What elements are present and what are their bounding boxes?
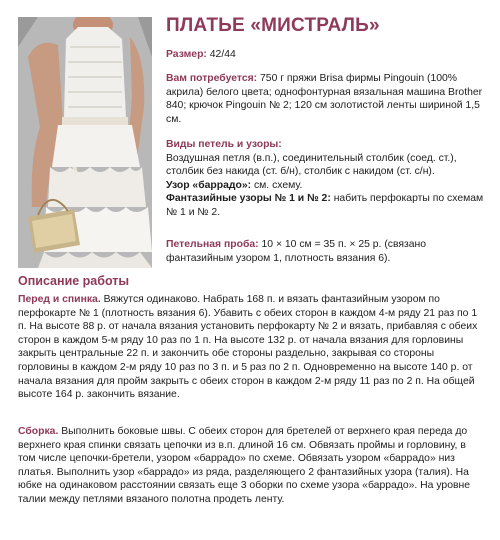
gauge-block: [166, 238, 484, 265]
materials-text: 750 г пряжи Brisa фирмы Pingouin (100% акрила) белого цвета; однофонтурная вязальная машина Brother 840; крючок Pingouin № 2; 120 см золотистой ленты шириной 1,5 см.: [166, 73, 483, 125]
assembly-block: [18, 425, 484, 507]
front-back-text: Вяжутся одинаково. Набрать 168 п. и вязать фантазийным узором по перфокарте № 1 (плотность вязания 6). Убавить с обеих сторон в каждом 4-м ряду 21 раз по 1 п. На высоте 88 р. от начала вязания установить перфокарту № 2 и вязать, прибавляя с обеих сторон в каждом 5-м ряду 10 раз по 1 п. На высоте 132 р. от начала вязания для горловины закрыть центральные 22 п. и закончить обе стороны раздельно, закрывая со стороны горловины в каждом 2-м ряду 10 раз по 3 п. и 5 раз по 2 п. Одновременно на высоте 140 р. от начала вязания для пройм закрыть с обеих сторон в каждом 2-м ряду 11 раз по 2 п. На общей высоте 164 р. закончить вязание.: [18, 294, 478, 401]
materials-block: [166, 72, 484, 126]
barrado-text: см. схему.: [253, 179, 303, 191]
fancy-text: набить перфокарты по схемам № 1 и № 2.: [166, 193, 484, 218]
barrado-label: Узор «баррадо»:: [166, 179, 252, 191]
front-back-block: [18, 293, 484, 402]
stitches-text: Воздушная петля (в.п.), соединительный столбик (соед. ст.), столбик без накида (ст. б/н), столбик с накидом (ст. с/н).: [166, 152, 457, 178]
page-title: ПЛАТЬЕ «МИСТРАЛЬ»: [166, 15, 380, 36]
size-line: [166, 48, 484, 62]
size-value: 42/44: [209, 49, 236, 60]
description-heading: Описание работы: [18, 274, 130, 288]
gauge-text: 10 × 10 см = 35 п. × 25 р. (связано фантазийным узором 1, плотность вязания 6).: [166, 239, 427, 264]
dress-photo: [18, 17, 152, 268]
gauge-label: Петельная проба:: [166, 239, 259, 250]
front-back-label: Перед и спинка.: [18, 294, 101, 305]
assembly-label: Сборка.: [18, 426, 59, 437]
materials-label: Вам потребуется:: [166, 73, 258, 84]
fancy-label: Фантазийные узоры № 1 и № 2:: [166, 193, 331, 205]
stitches-block: [166, 138, 484, 220]
stitches-label: Виды петель и узоры:: [166, 139, 282, 150]
assembly-text: Выполнить боковые швы. С обеих сторон для бретелей от верхнего края переда до верхнего края спинки связать цепочки из в.п. длиной 16 см. Обвязать проймы и горловину, в том числе цепочки-бретели, узором «баррадо» по схеме. Обвязать узором «баррадо» низ платья. Выполнить узор «баррадо» из ряда, разделяющего 2 фантазийных узора (талия). На юбке на одинаковом расстоянии связать еще 3 оборки по схеме узора «баррадо». На уровне талии между петлями вязаного полотна продеть ленту.: [18, 426, 471, 505]
size-label: Размер:: [166, 49, 207, 60]
